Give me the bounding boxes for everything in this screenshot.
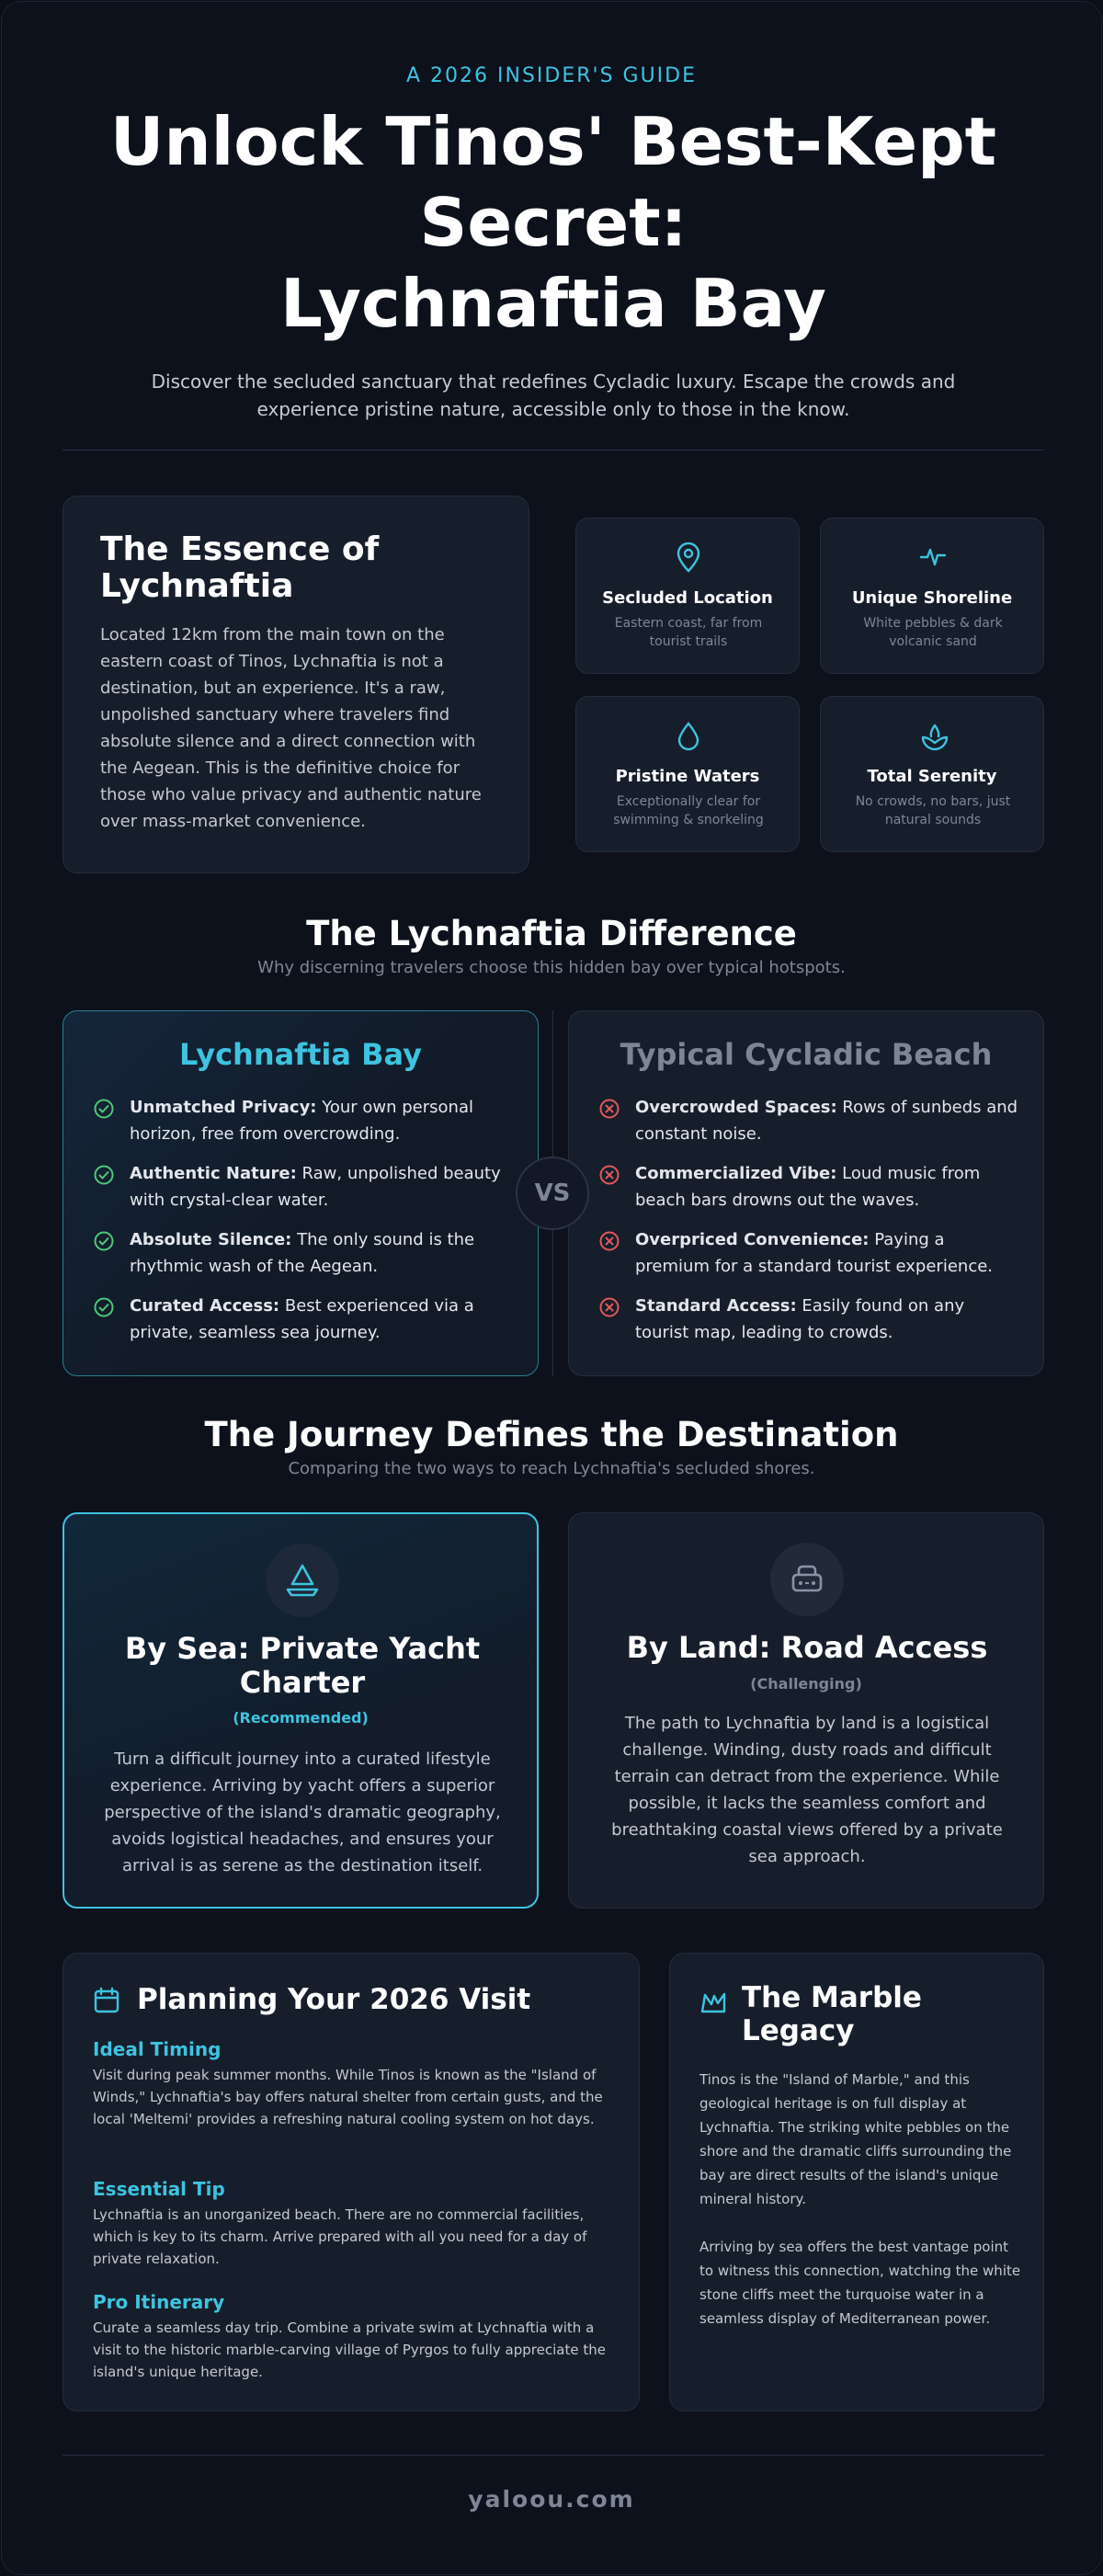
comparison-typical-beach	[568, 1010, 1044, 1376]
check-circle-icon	[93, 1230, 115, 1252]
marble-title: The Marble Legacy	[742, 1981, 922, 2047]
item-text: Best experienced via a private, seamless sea journey.	[130, 1296, 474, 1342]
location-pin-icon	[675, 542, 702, 574]
marble-legacy-card	[669, 1953, 1044, 2411]
item-label: Overcrowded Spaces:	[635, 1098, 837, 1117]
check-circle-icon	[93, 1098, 115, 1120]
item-text: Paying a premium for a standard tourist experience.	[635, 1230, 994, 1276]
feature-card-secluded-location	[575, 518, 800, 674]
page-subtitle: Discover the secluded sanctuary that redefines Cycladic luxury. Escape the crowds and experience pristine nature, accessible only to those in the know.	[151, 370, 956, 420]
divider	[63, 2455, 1044, 2456]
journey-sea-title: By Sea: Private Yacht Charter	[124, 1631, 481, 1700]
item-label: Commercialized Vibe:	[635, 1164, 837, 1183]
plan-heading: Ideal Timing	[93, 2038, 222, 2060]
water-drop-icon	[675, 721, 702, 752]
journey-subtitle: Comparing the two ways to reach Lychnaftia's secluded shores.	[288, 1459, 815, 1478]
feature-desc: Eastern coast, far from tourist trails	[614, 616, 763, 649]
feature-desc: Exceptionally clear for swimming & snorkeling	[613, 794, 764, 827]
title-line-2: Secret:	[419, 184, 688, 261]
comparison-heading: Lychnaftia Bay	[179, 1037, 422, 1072]
check-circle-icon	[93, 1164, 115, 1186]
list-item	[93, 1226, 516, 1293]
feature-desc: White pebbles & dark volcanic sand	[863, 616, 1003, 649]
journey-land-body: The path to Lychnaftia by land is a logistical challenge. Winding, dusty roads and difficult terrain can detract from the experience. While possible, it lacks the seamless comfort and breathtaking coastal views offered by a private sea approach.	[611, 1714, 1003, 1866]
vs-badge: VS	[516, 1157, 589, 1230]
plan-text: Visit during peak summer months. While Tinos is known as the "Island of Winds," Lychnaftia's bay offers natural shelter from certain gusts, and the local 'Meltemi' provides a refreshing natural cooling system on hot days.	[93, 2067, 603, 2127]
comparison-lychnaftia	[63, 1010, 539, 1376]
challenging-badge: (Challenging)	[750, 1675, 862, 1693]
eyebrow: A 2026 INSIDER'S GUIDE	[405, 64, 698, 87]
essence-card	[63, 496, 529, 873]
list-item	[598, 1160, 1021, 1226]
difference-title: The Lychnaftia Difference	[306, 914, 797, 953]
feature-title: Total Serenity	[867, 767, 997, 786]
marble-paragraph-1: Tinos is the "Island of Marble," and this geological heritage is on full display at Lychnaftia. The striking white pebbles on the shore and the dramatic cliffs surrounding the bay are direct results of the island's unique mineral history.	[699, 2071, 1012, 2207]
list-item	[93, 1293, 516, 1359]
journey-sea-card	[63, 1512, 539, 1909]
x-circle-icon	[598, 1296, 620, 1318]
plan-text: Curate a seamless day trip. Combine a private swim at Lychnaftia with a visit to the historic marble-carving village of Pyrgos to fully appreciate the island's unique heritage.	[93, 2320, 606, 2380]
plan-text: Lychnaftia is an unorganized beach. There are no commercial facilities, which is key to its charm. Arrive prepared with all you need for a day of private relaxation.	[93, 2206, 587, 2267]
check-circle-icon	[93, 1296, 115, 1318]
list-item	[598, 1293, 1021, 1359]
title-line-3: Lychnaftia Bay	[280, 265, 826, 342]
item-label: Curated Access:	[130, 1296, 280, 1316]
car-icon-badge	[770, 1543, 844, 1616]
list-item	[93, 1094, 516, 1160]
item-label: Unmatched Privacy:	[130, 1098, 317, 1117]
pros-list	[93, 1094, 516, 1359]
x-circle-icon	[598, 1098, 620, 1120]
page-title	[57, 101, 1050, 344]
item-text: Easily found on any tourist map, leading to crowds.	[635, 1296, 965, 1342]
sailboat-icon-badge	[266, 1544, 339, 1617]
planning-title: Planning Your 2026 Visit	[137, 1983, 531, 2016]
feature-card-unique-shoreline	[820, 518, 1044, 674]
activity-wave-icon	[919, 542, 947, 570]
feature-card-pristine-waters	[575, 696, 800, 852]
item-text: Rows of sunbeds and constant noise.	[635, 1098, 1018, 1144]
planning-card	[63, 1953, 640, 2411]
essence-body: Located 12km from the main town on the eastern coast of Tinos, Lychnaftia is not a destination, but an experience. It's a raw, unpolished sanctuary where travelers find absolute silence and a direct connection with the Aegean. This is the definitive choice for those who value privacy and authentic nature over mass-market convenience.	[100, 625, 482, 831]
difference-subtitle: Why discerning travelers choose this hidden bay over typical hotspots.	[257, 958, 846, 977]
list-item	[93, 1160, 516, 1226]
recommended-badge: (Recommended)	[233, 1709, 369, 1727]
x-circle-icon	[598, 1164, 620, 1186]
item-label: Overpriced Convenience:	[635, 1230, 870, 1249]
cons-list	[598, 1094, 1021, 1359]
item-label: Authentic Nature:	[130, 1164, 297, 1183]
item-text: Raw, unpolished beauty with crystal-clear water.	[130, 1164, 501, 1210]
feature-card-total-serenity	[820, 696, 1044, 852]
infographic-page	[1, 1, 1102, 2575]
journey-sea-body: Turn a difficult journey into a curated lifestyle experience. Arriving by yacht offers a superior perspective of the island's dramatic geography, avoids logistical headaches, and ensures your arrival is as serene as the destination itself.	[104, 1750, 501, 1875]
item-text: The only sound is the rhythmic wash of the Aegean.	[130, 1230, 475, 1276]
car-icon	[789, 1561, 825, 1598]
title-line-1: Unlock Tinos' Best-Kept	[109, 103, 997, 180]
plan-heading: Essential Tip	[93, 2178, 225, 2200]
comparison-heading: Typical Cycladic Beach	[620, 1037, 993, 1072]
marble-paragraph-2: Arriving by sea offers the best vantage point to witness this connection, watching the white stone cliffs meet the turquoise water in a seamless display of Mediterranean power.	[699, 2239, 1021, 2327]
sailboat-icon	[284, 1562, 321, 1599]
feature-title: Unique Shoreline	[851, 588, 1013, 608]
journey-land-card	[568, 1512, 1044, 1909]
journey-land-title: By Land: Road Access	[626, 1630, 988, 1665]
feature-desc: No crowds, no bars, just natural sounds	[855, 794, 1011, 827]
plan-heading: Pro Itinerary	[93, 2291, 225, 2313]
item-text: Your own personal horizon, free from overcrowding.	[130, 1098, 473, 1144]
calm-lotus-icon	[919, 721, 950, 752]
calendar-icon	[93, 1987, 120, 2014]
mountain-crown-icon	[699, 1990, 727, 2014]
item-label: Standard Access:	[635, 1296, 797, 1316]
feature-title: Pristine Waters	[615, 767, 760, 786]
footer-brand[interactable]: yaloou.com	[468, 2486, 635, 2513]
journey-title: The Journey Defines the Destination	[204, 1415, 899, 1454]
essence-title: The Essence of Lychnaftia	[100, 530, 380, 605]
x-circle-icon	[598, 1230, 620, 1252]
feature-title: Secluded Location	[602, 588, 773, 608]
item-text: Loud music from beach bars drowns out the waves.	[635, 1164, 981, 1210]
list-item	[598, 1094, 1021, 1160]
list-item	[598, 1226, 1021, 1293]
item-label: Absolute Silence:	[130, 1230, 292, 1249]
